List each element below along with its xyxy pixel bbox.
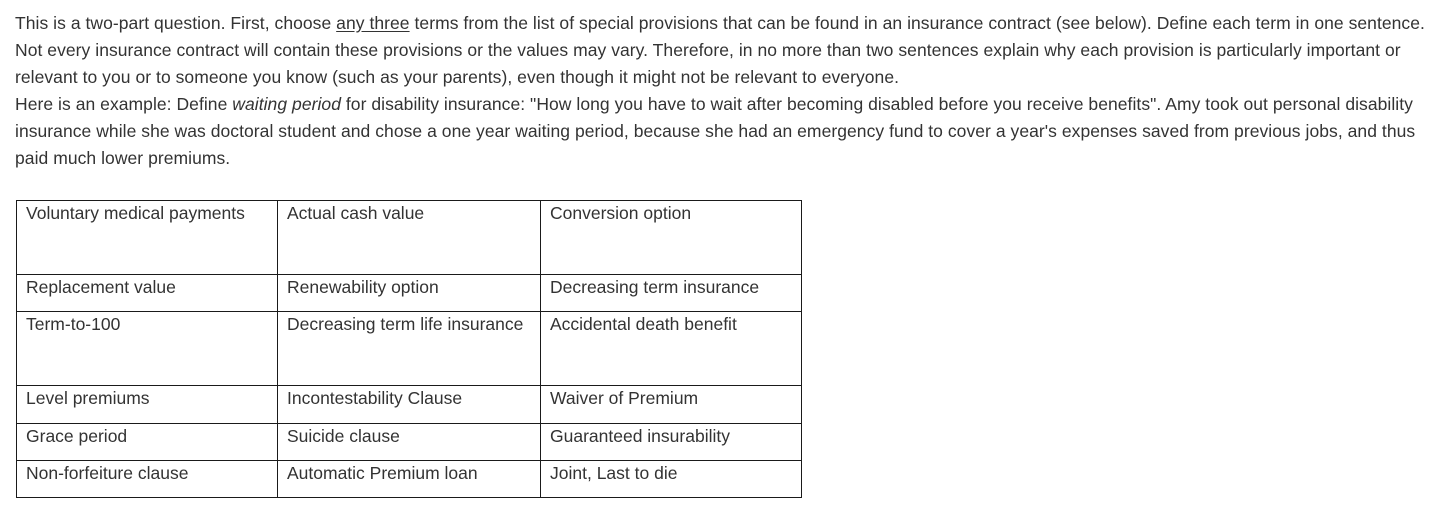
table-cell: Grace period — [17, 424, 278, 461]
table-row — [17, 312, 802, 386]
example-text-end: for disability insurance: "How long you have to wait after becoming disabled before you receive benefits". Amy took out personal disability insurance while she was doctoral student and chose a one year waiting period, because she had an emergency fund to cover a year's expenses saved from previous jobs, and thus paid much lower premiums. — [15, 94, 1416, 168]
table-row — [17, 275, 802, 312]
table-cell: Decreasing term life insurance — [278, 312, 541, 386]
table-cell: Voluntary medical payments — [17, 201, 278, 275]
table-cell: Conversion option — [541, 201, 802, 275]
table-cell: Waiver of Premium — [541, 386, 802, 424]
table-row — [17, 386, 802, 424]
table-cell: Guaranteed insurability — [541, 424, 802, 461]
table-cell: Level premiums — [17, 386, 278, 424]
table-cell: Automatic Premium loan — [278, 461, 541, 498]
provisions-table — [16, 200, 802, 498]
table-cell: Decreasing term insurance — [541, 275, 802, 312]
example-text-start: Here is an example: Define — [15, 94, 233, 114]
table-cell: Renewability option — [278, 275, 541, 312]
instructions-text-end: terms from the list of special provisions that can be found in an insurance contract (see below). Define each term in one sentence. Not every insurance contract will contain these provisions or the values may vary. Therefore, in no more than two sentences explain why each provision is particularly important or relevant to you or to someone you know (such as your parents), even though it might not be relevant to everyone. — [15, 13, 1425, 87]
question-prompt — [15, 10, 1445, 172]
table-row — [17, 424, 802, 461]
instructions-text-start: This is a two-part question. First, choose — [15, 13, 337, 33]
any-three-emphasis: any three — [336, 13, 410, 33]
table-cell: Suicide clause — [278, 424, 541, 461]
table-cell: Accidental death benefit — [541, 312, 802, 386]
table-cell: Incontestability Clause — [278, 386, 541, 424]
waiting-period-term: waiting period — [232, 94, 341, 114]
table-row — [17, 201, 802, 275]
table-cell: Actual cash value — [278, 201, 541, 275]
example-paragraph — [15, 91, 1445, 172]
instructions-paragraph — [15, 10, 1445, 91]
table-cell: Non-forfeiture clause — [17, 461, 278, 498]
table-row — [17, 461, 802, 498]
table-cell: Term-to-100 — [17, 312, 278, 386]
table-cell: Replacement value — [17, 275, 278, 312]
table-cell: Joint, Last to die — [541, 461, 802, 498]
